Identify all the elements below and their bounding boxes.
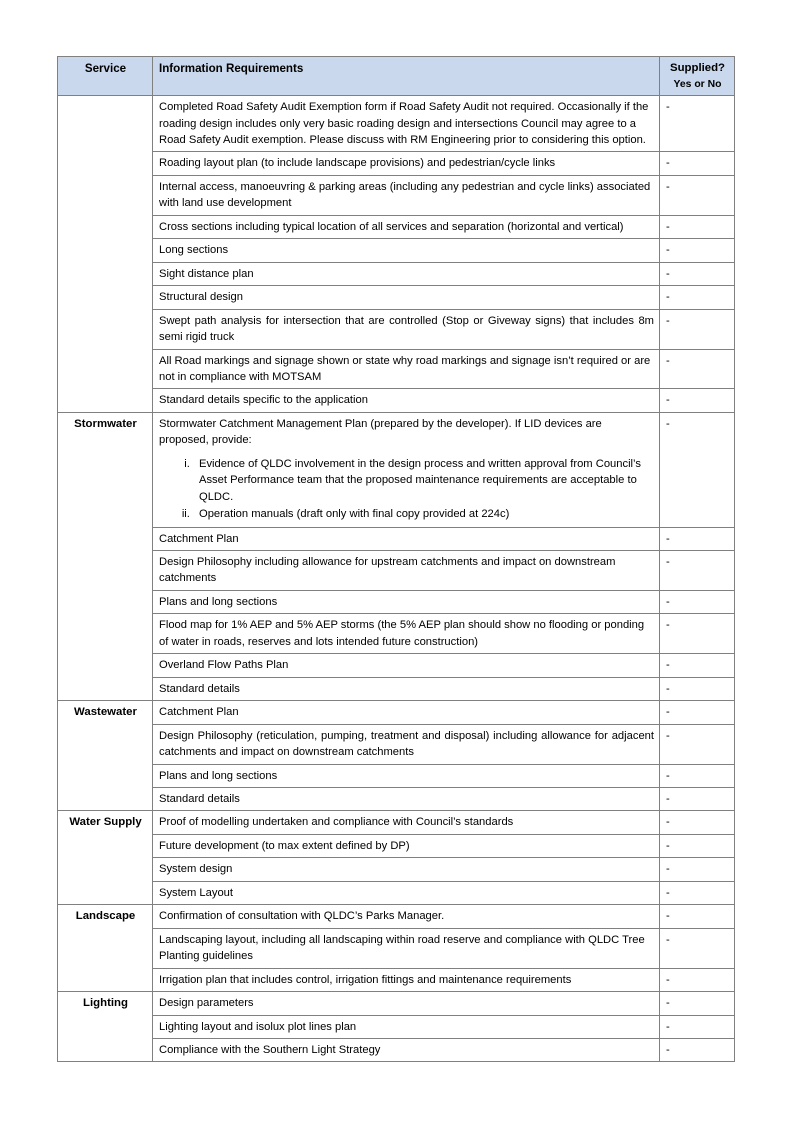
supplied-status-cell[interactable]: - bbox=[660, 527, 735, 550]
table-row bbox=[58, 764, 735, 787]
table-row bbox=[58, 677, 735, 700]
table-row bbox=[58, 881, 735, 904]
information-requirement-cell bbox=[153, 811, 660, 834]
information-requirement-cell bbox=[153, 858, 660, 881]
requirement-text: Future development (to max extent defined by DP) bbox=[159, 839, 410, 852]
requirement-sublist-item: ii. Operation manuals (draft only with final copy provided at 224c) bbox=[193, 506, 654, 522]
information-requirement-cell bbox=[153, 262, 660, 285]
requirement-text: Design parameters bbox=[159, 997, 254, 1010]
table-row bbox=[58, 834, 735, 857]
table-row bbox=[58, 96, 735, 152]
requirement-text: Internal access, manoeuvring & parking areas (including any pedestrian and cycle links) associated with land use development bbox=[159, 180, 651, 210]
supplied-status-cell[interactable]: - bbox=[660, 811, 735, 834]
supplied-status-cell[interactable]: - bbox=[660, 928, 735, 968]
supplied-status-cell[interactable]: - bbox=[660, 834, 735, 857]
information-requirement-cell bbox=[153, 349, 660, 389]
table-row bbox=[58, 724, 735, 764]
service-name-cell bbox=[58, 96, 153, 413]
requirement-text: Standard details bbox=[159, 682, 240, 695]
supplied-status-cell[interactable]: - bbox=[660, 701, 735, 724]
service-name-cell: Lighting bbox=[58, 992, 153, 1062]
supplied-status-cell[interactable]: - bbox=[660, 881, 735, 904]
supplied-status-cell[interactable]: - bbox=[660, 724, 735, 764]
requirement-text: Swept path analysis for intersection that are controlled (Stop or Giveway signs) that includes 8m semi rigid truck bbox=[159, 314, 654, 344]
supplied-status-cell[interactable]: - bbox=[660, 309, 735, 349]
supplied-status-cell[interactable]: - bbox=[660, 389, 735, 412]
information-requirement-cell bbox=[153, 527, 660, 550]
table-row bbox=[58, 1015, 735, 1038]
table-row bbox=[58, 811, 735, 834]
requirement-text: System design bbox=[159, 863, 233, 876]
table-row bbox=[58, 309, 735, 349]
supplied-status-cell[interactable]: - bbox=[660, 286, 735, 309]
supplied-status-cell[interactable]: - bbox=[660, 858, 735, 881]
requirement-text: Proof of modelling undertaken and compliance with Council’s standards bbox=[159, 816, 514, 829]
requirements-table bbox=[57, 56, 735, 1062]
table-row bbox=[58, 788, 735, 811]
supplied-status-cell[interactable]: - bbox=[660, 96, 735, 152]
table-row bbox=[58, 152, 735, 175]
information-requirement-cell bbox=[153, 152, 660, 175]
requirement-text: Plans and long sections bbox=[159, 595, 278, 608]
table-row bbox=[58, 349, 735, 389]
table-row bbox=[58, 412, 735, 527]
information-requirement-cell bbox=[153, 992, 660, 1015]
service-name-cell: Landscape bbox=[58, 905, 153, 992]
supplied-status-cell[interactable]: - bbox=[660, 262, 735, 285]
table-row bbox=[58, 590, 735, 613]
supplied-status-cell[interactable]: - bbox=[660, 590, 735, 613]
requirement-text: Stormwater Catchment Management Plan (prepared by the developer). If LID devices are proposed, provide: bbox=[159, 417, 602, 447]
information-requirement-cell bbox=[153, 175, 660, 215]
table-row bbox=[58, 1039, 735, 1062]
table-row bbox=[58, 262, 735, 285]
requirement-text: Design Philosophy (reticulation, pumping, treatment and disposal) including allowance for adjacent catchments and impact on downstream catchments bbox=[159, 729, 654, 759]
supplied-status-cell[interactable]: - bbox=[660, 215, 735, 238]
requirement-text: Standard details specific to the application bbox=[159, 394, 368, 407]
requirement-text: Catchment Plan bbox=[159, 532, 239, 545]
supplied-status-cell[interactable]: - bbox=[660, 551, 735, 591]
supplied-status-cell[interactable]: - bbox=[660, 1039, 735, 1062]
column-header-supplied bbox=[660, 57, 735, 96]
information-requirement-cell bbox=[153, 286, 660, 309]
information-requirement-cell bbox=[153, 654, 660, 677]
information-requirement-cell bbox=[153, 834, 660, 857]
requirement-text: Completed Road Safety Audit Exemption form if Road Safety Audit not required. Occasionally if the roading design includes only very basic roading design and intersections Council may agree to a Road Safety Audit exemption. Please discuss with RM Engineering prior to considering this option. bbox=[159, 101, 649, 146]
information-requirement-cell bbox=[153, 968, 660, 991]
supplied-status-cell[interactable]: - bbox=[660, 788, 735, 811]
supplied-status-cell[interactable]: - bbox=[660, 968, 735, 991]
column-header-supplied-line1: Supplied? bbox=[669, 62, 726, 74]
requirement-text: Flood map for 1% AEP and 5% AEP storms (the 5% AEP plan should show no flooding or ponding of water in roads, reserves and lots intended future construction) bbox=[159, 619, 645, 648]
information-requirement-cell bbox=[153, 701, 660, 724]
requirement-text: All Road markings and signage shown or state why road markings and signage isn’t required or are not in compliance with MOTSAM bbox=[159, 354, 651, 383]
requirement-sublist-item: i. Evidence of QLDC involvement in the design process and written approval from Council’s Asset Performance team that the proposed maintenance requirements are acceptable to QLDC. bbox=[193, 456, 654, 505]
supplied-status-cell[interactable]: - bbox=[660, 677, 735, 700]
information-requirement-cell bbox=[153, 928, 660, 968]
requirement-text: Roading layout plan (to include landscape provisions) and pedestrian/cycle links bbox=[159, 157, 556, 170]
table-header bbox=[58, 57, 735, 96]
table-row bbox=[58, 928, 735, 968]
information-requirement-cell bbox=[153, 764, 660, 787]
requirement-text: Plans and long sections bbox=[159, 769, 278, 782]
table-row bbox=[58, 701, 735, 724]
requirements-table-container bbox=[57, 56, 734, 1062]
information-requirement-cell bbox=[153, 724, 660, 764]
column-header-service: Service bbox=[58, 57, 153, 96]
supplied-status-cell[interactable]: - bbox=[660, 1015, 735, 1038]
supplied-status-cell[interactable]: - bbox=[660, 905, 735, 928]
information-requirement-cell bbox=[153, 677, 660, 700]
requirement-text: Confirmation of consultation with QLDC’s Parks Manager. bbox=[159, 910, 445, 923]
supplied-status-cell[interactable]: - bbox=[660, 614, 735, 654]
table-row bbox=[58, 905, 735, 928]
table-row bbox=[58, 858, 735, 881]
table-row bbox=[58, 551, 735, 591]
information-requirement-cell bbox=[153, 309, 660, 349]
information-requirement-cell bbox=[153, 412, 660, 527]
information-requirement-cell bbox=[153, 788, 660, 811]
information-requirement-cell bbox=[153, 239, 660, 262]
information-requirement-cell bbox=[153, 614, 660, 654]
information-requirement-cell bbox=[153, 389, 660, 412]
requirement-text: Catchment Plan bbox=[159, 706, 239, 719]
table-row bbox=[58, 527, 735, 550]
header-row bbox=[58, 57, 735, 96]
column-header-information-requirements: Information Requirements bbox=[153, 57, 660, 96]
supplied-status-cell[interactable]: - bbox=[660, 992, 735, 1015]
requirement-text: Lighting layout and isolux plot lines plan bbox=[159, 1020, 357, 1033]
requirement-text: Standard details bbox=[159, 793, 240, 806]
requirement-text: Sight distance plan bbox=[159, 267, 254, 280]
table-row bbox=[58, 389, 735, 412]
table-row bbox=[58, 992, 735, 1015]
table-row bbox=[58, 654, 735, 677]
service-name-cell: Wastewater bbox=[58, 701, 153, 811]
information-requirement-cell bbox=[153, 551, 660, 591]
supplied-status-cell[interactable]: - bbox=[660, 239, 735, 262]
requirement-text: Compliance with the Southern Light Strategy bbox=[159, 1044, 381, 1056]
information-requirement-cell bbox=[153, 215, 660, 238]
service-name-cell: Stormwater bbox=[58, 412, 153, 700]
table-row bbox=[58, 286, 735, 309]
supplied-status-cell[interactable]: - bbox=[660, 764, 735, 787]
table-row bbox=[58, 968, 735, 991]
information-requirement-cell bbox=[153, 881, 660, 904]
requirement-sublist bbox=[159, 456, 654, 523]
supplied-status-cell[interactable]: - bbox=[660, 412, 735, 527]
requirement-text: Irrigation plan that includes control, irrigation fittings and maintenance requirements bbox=[159, 973, 572, 986]
table-row bbox=[58, 175, 735, 215]
supplied-status-cell[interactable]: - bbox=[660, 349, 735, 389]
requirement-text: System Layout bbox=[159, 886, 233, 899]
information-requirement-cell bbox=[153, 1015, 660, 1038]
requirement-text: Landscaping layout, including all landscaping within road reserve and compliance with QLDC Tree Planting guidelines bbox=[159, 933, 645, 963]
requirement-text: Long sections bbox=[159, 244, 229, 257]
information-requirement-cell bbox=[153, 905, 660, 928]
supplied-status-cell[interactable]: - bbox=[660, 654, 735, 677]
information-requirement-cell bbox=[153, 1039, 660, 1062]
column-header-supplied-line2: Yes or No bbox=[673, 78, 722, 90]
requirement-text: Design Philosophy including allowance for upstream catchments and impact on downstream catchments bbox=[159, 556, 616, 585]
table-body bbox=[58, 96, 735, 1062]
supplied-status-cell[interactable]: - bbox=[660, 175, 735, 215]
table-row bbox=[58, 239, 735, 262]
requirement-text: Cross sections including typical location of all services and separation (horizontal and vertical) bbox=[159, 220, 624, 233]
table-row bbox=[58, 215, 735, 238]
supplied-status-cell[interactable]: - bbox=[660, 152, 735, 175]
requirement-text: Overland Flow Paths Plan bbox=[159, 659, 289, 672]
table-row bbox=[58, 614, 735, 654]
service-name-cell: Water Supply bbox=[58, 811, 153, 905]
information-requirement-cell bbox=[153, 96, 660, 152]
requirement-text: Structural design bbox=[159, 291, 243, 304]
information-requirement-cell bbox=[153, 590, 660, 613]
